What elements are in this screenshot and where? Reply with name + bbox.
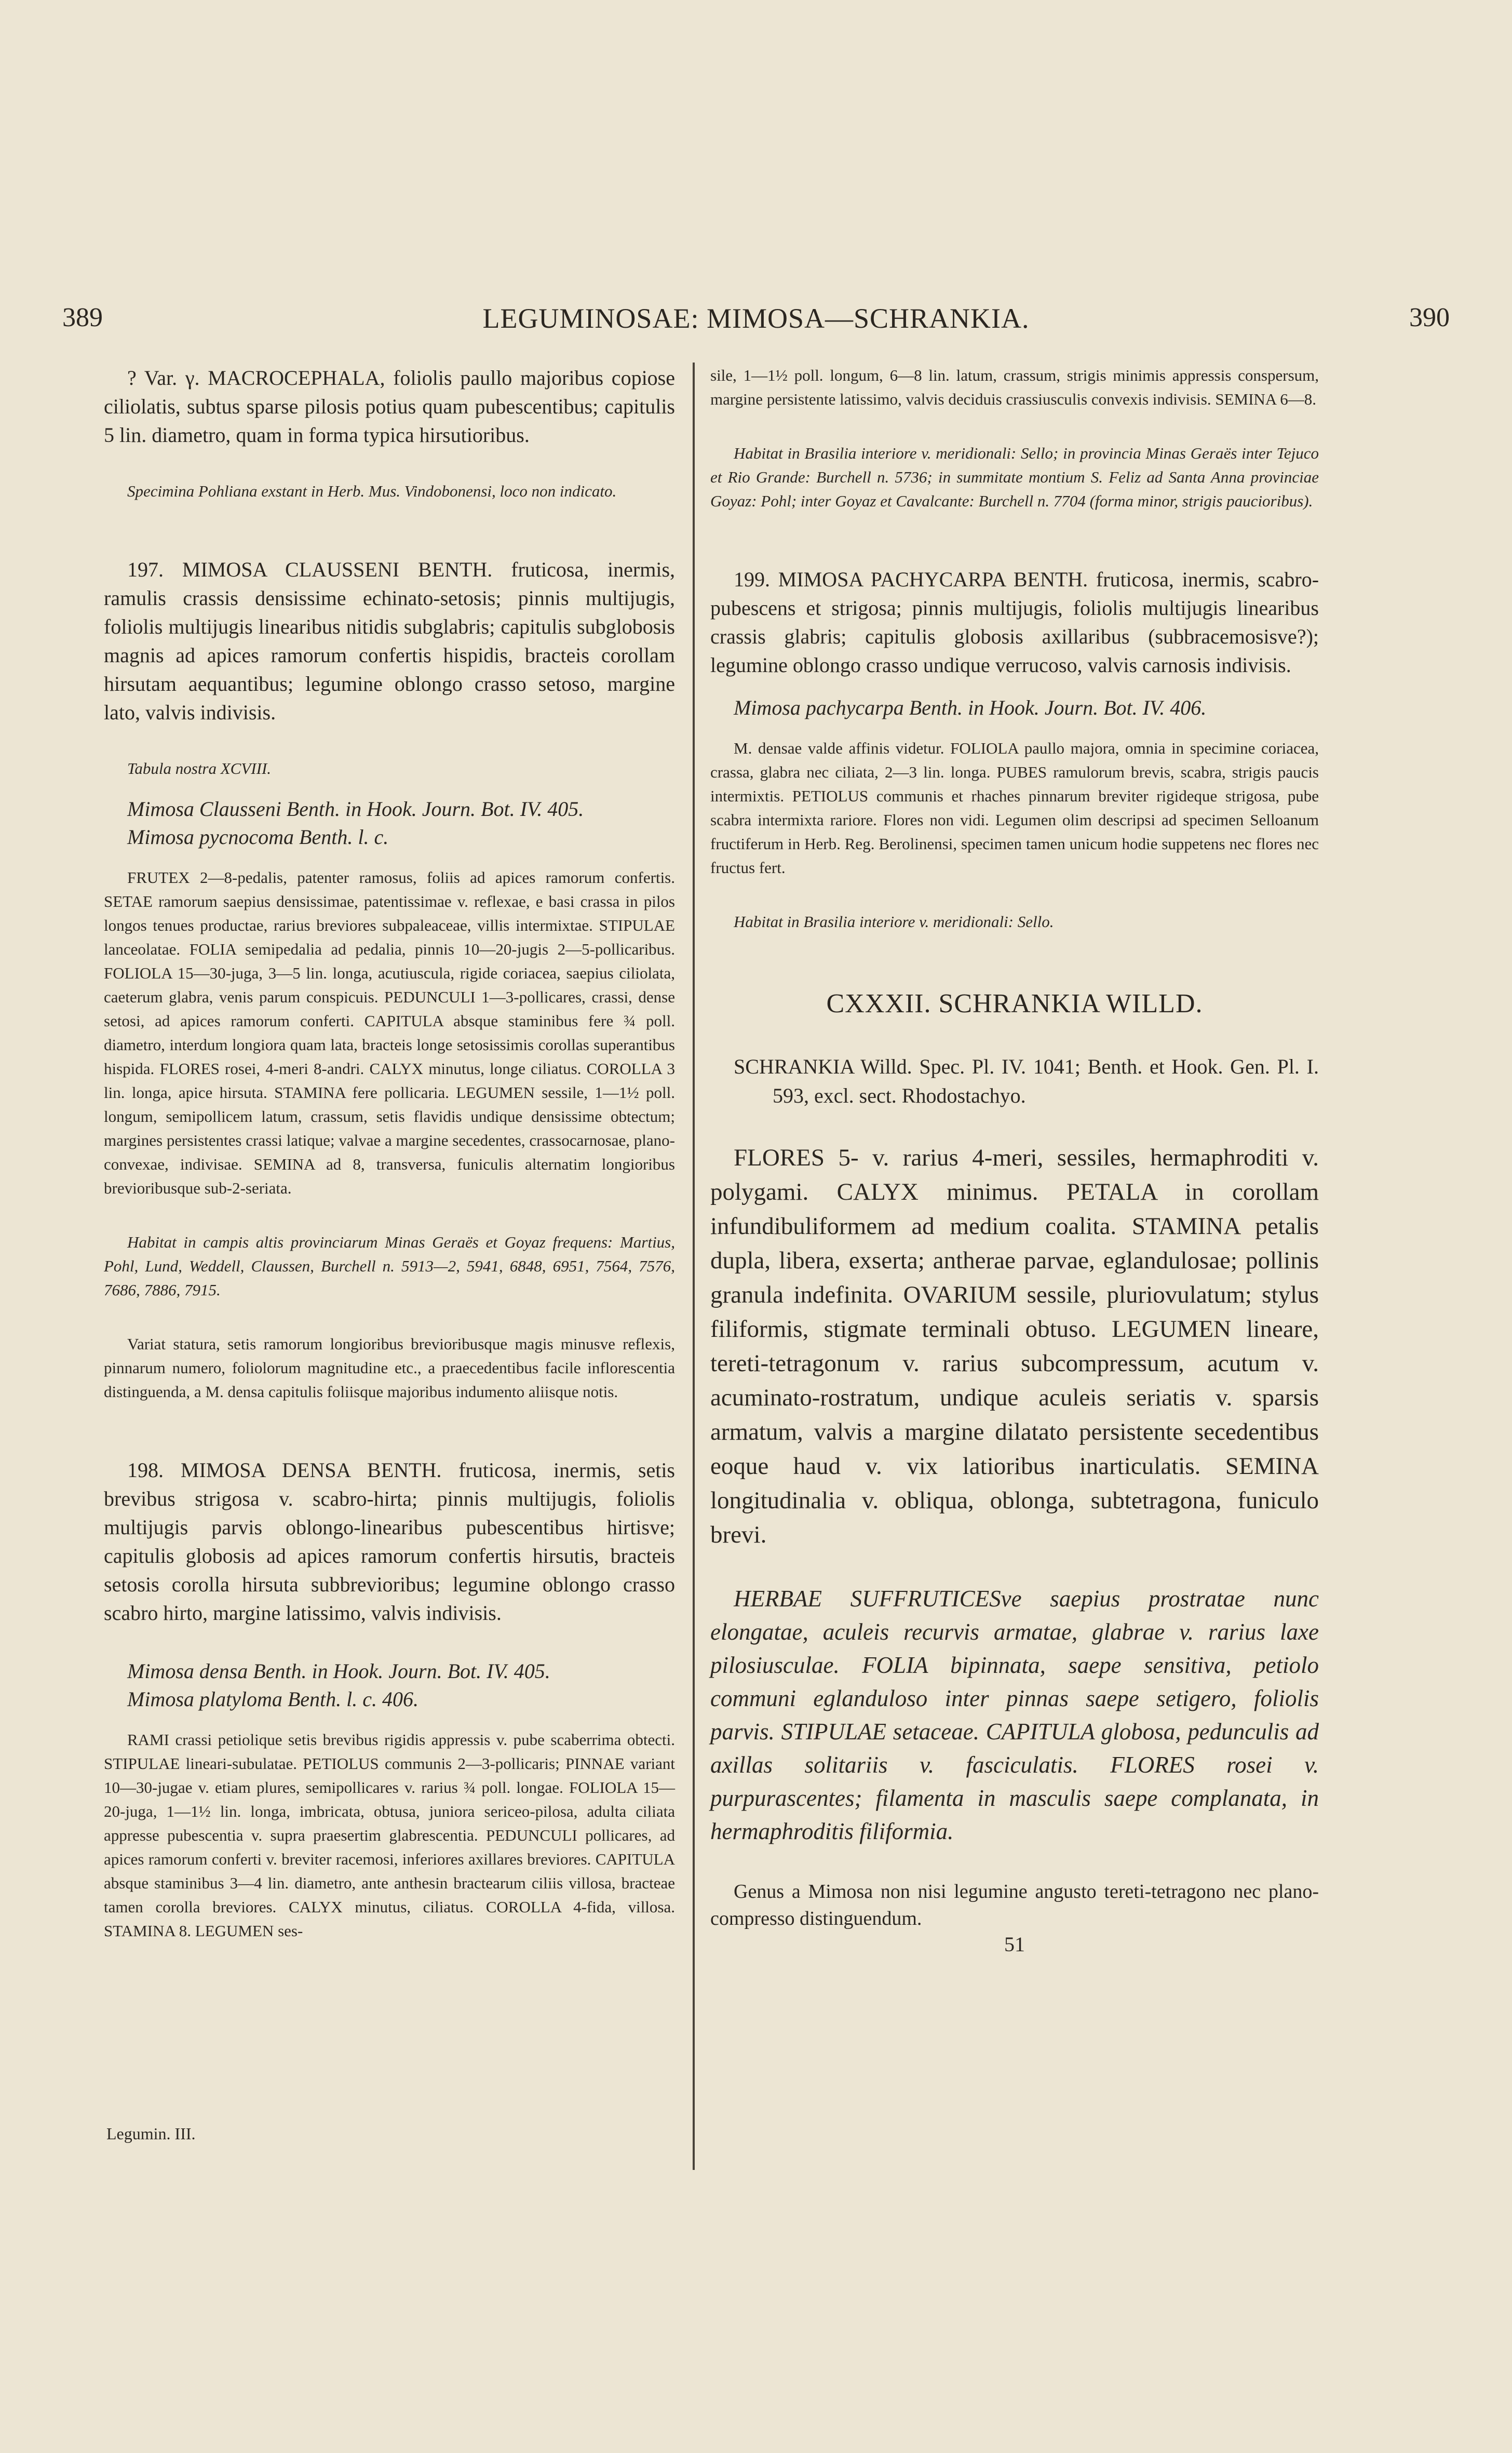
species-197-synonym-1: Mimosa Clausseni Benth. in Hook. Journ. Bot. IV. 405.	[127, 797, 584, 821]
genus-note: Genus a Mimosa non nisi legumine angusto tereti-tetragono nec plano-compresso distinguendum.	[710, 1881, 1319, 1929]
species-199-heading: 199. MIMOSA PACHYCARPA BENTH.	[734, 568, 1088, 591]
column-rule	[693, 363, 695, 2170]
species-197-diagnosis: fruticosa, inermis, ramulis crassis densissime echinato-setosis; pinnis multijugis, foliolis multijugis linearibus nitidis subglabris; capitulis subglobosis magnis ad apices ramorum confertis hispidis, bracteis corollam hirsutam aequantibus; legumine oblongo crasso setoso, margine lato, valvis indivisis.	[104, 558, 676, 724]
genus-habit: HERBAE SUFFRUTICESve saepius prostratae nunc elongatae, aculeis recurvis armatae, glabrae v. rarius laxe pilosiusculae. FOLIA bipinnata, saepe sensitiva, petiolo communi eglanduloso inter pinnas saepe setigero, foliolis parvis. STIPULAE setaceae. CAPITULA globosa, pedunculis ad axillas solitariis v. fasciculatis. FLORES rosei v. purpurascentes; filamenta in masculis saepe complanata, in hermaphroditis filiformia.	[710, 1586, 1319, 1844]
left-column	[104, 364, 675, 1943]
species-198	[104, 1456, 675, 1627]
species-199-diagnosis: fruticosa, inermis, scabro-pubescens et strigosa; pinnis multijugis, foliolis multijugis linearibus crassis glabris; capitulis globosis axillaribus (subbracemosisve?); legumine oblongo crasso undique verrucoso, valvis carnosis indivisis.	[710, 568, 1319, 677]
page-header	[62, 302, 1450, 344]
genus-description: FLORES 5- v. rarius 4-meri, sessiles, hermaphroditi v. polygami. CALYX minimus. PETALA in corollam infundibuliformem ad medium coalita. STAMINA petalis dupla, libera, exserta; antherae parvae, eglandulosae; pollinis granula indefinita. OVARIUM sessile, pluriovulatum; stylus filiformis, stigmate terminali obtuso. LEGUMEN lineare, tereti-tetragonum v. rarius subcompressum, acutum v. acuminato-rostratum, undique aculeis seriatis v. sparsis armatum, valvis a margine dilatato persistente secedentibus eoque haud v. vix latioribus inarticulatis. SEMINA longitudinalia v. obliqua, oblonga, subtetragona, funiculo brevi.	[710, 1144, 1319, 1548]
species-197	[104, 555, 675, 727]
signature-mark: Legumin. III.	[106, 2124, 196, 2143]
species-197-description: FRUTEX 2—8-pedalis, patenter ramosus, foliis ad apices ramorum confertis. SETAE ramorum saepius densissimae, patentissimae v. reflexae, e basi crassa in pilos longos tenues productae, rarius breviores subpaleaceae, villis intermixtae. STIPULAE lanceolatae. FOLIA semipedalia ad pedalia, pinnis 10—20-jugis 2—5-pollicaribus. FOLIOLA 15—30-juga, 3—5 lin. longa, acutiuscula, rigide coriacea, saepius ciliolata, caeterum glabra, venis parum conspicuis. PEDUNCULI 1—3-pollicares, crassi, dense setosi, ad apices ramorum conferti. CAPITULA absque staminibus fere ¾ poll. diametro, interdum longiora quam lata, bracteis longe setosissimis corollas superantibus hispida. FLORES rosei, 4-meri 8-andri. CALYX minutus, longe ciliatus. COROLLA 3 lin. longa, apice hirsuta. STAMINA fere pollicaria. LEGUMEN sessile, 1—1½ poll. longum, semipollicem latum, crassum, setis flavidis undique densissime obtectum; margines persistentes crassi latique; valvae a margine secedentes, crassocarnosae, plano-convexae, indivisae. SEMINA ad 8, transversa, funiculis alternatim longioribus brevioribusque sub-2-seriata.	[104, 868, 675, 1197]
page-number-left: 389	[62, 303, 103, 332]
species-198-description: RAMI crassi petiolique setis brevibus rigidis appressis v. pube scaberrima obtecti. STIPULAE lineari-subulatae. PETIOLUS communis 2—3-pollicaris; PINNAE variant 10—30-jugae v. etiam plures, semipollicares v. rarius ¾ poll. longae. FOLIOLA 15—20-juga, 1—1½ lin. longa, imbricata, obtusa, juniora sericeo-pilosa, adulta ciliata appresse pubescentia v. supra praesertim glabrescentia. PEDUNCULI pollicares, ad apices ramorum conferti v. breviter racemosi, inferiores axillares breviores. CAPITULA absque staminibus 3—4 lin. diametro, ante anthesin bractearum ciliis villosa, bracteae tamen corolla breviores. CALYX minutus, ciliatus. COROLLA 4-fida, villosa. STAMINA 8. LEGUMEN ses-	[104, 1731, 675, 1940]
species-197-plate: Tabula nostra XCVIII.	[127, 759, 272, 778]
variety-note: Specimina Pohliana exstant in Herb. Mus. Vindobonensi, loco non indicato.	[127, 482, 617, 500]
species-198-continuation: sile, 1—1½ poll. longum, 6—8 lin. latum, crassum, strigis minimis appressis conspersum, margine persistente latissimo, valvis deciduis crassiusculis convexis indivisis. SEMINA 6—8.	[710, 366, 1319, 408]
genus-reference: SCHRANKIA Willd. Spec. Pl. IV. 1041; Benth. et Hook. Gen. Pl. I. 593, excl. sect. Rhodostachyo.	[734, 1055, 1319, 1107]
genus-title: CXXXII. SCHRANKIA WILLD.	[826, 989, 1203, 1018]
running-title: LEGUMINOSAE: MIMOSA—SCHRANKIA.	[482, 303, 1030, 334]
variety-gamma: ? Var. γ. MACROCEPHALA, foliolis paullo majoribus copiose ciliolatis, subtus sparse pilosis potius quam pubescentibus; capitulis 5 lin. diametro, quam in forma typica hirsutioribus.	[104, 366, 675, 447]
species-199-description: M. densae valde affinis videtur. FOLIOLA paullo majora, omnia in specimine coriacea, crassa, glabra nec ciliata, 2—3 lin. longa. PUBES ramulorum brevis, scabra, strigis paucis intermixtis. PETIOLUS communis et rhaches pinnarum breviter rigideque strigosa, pube scabra intermixta rariore. Flores non vidi. Legumen olim descripsi ad specimen Selloanum fructiferum in Herb. Reg. Berolinensi, specimen tamen unicum hodie suppetens nec flores nec fructus fert.	[710, 739, 1319, 877]
page-number-right: 390	[1409, 303, 1450, 332]
species-197-variation: Variat statura, setis ramorum longioribus brevioribusque magis minusve reflexis, pinnarum numero, foliolorum magnitudine etc., a praecedentibus facile inflorescentia distinguenda, a M. densa capitulis foliisque majoribus indumento aliisque notis.	[104, 1335, 675, 1401]
species-198-synonym-2: Mimosa platyloma Benth. l. c. 406.	[127, 1687, 419, 1711]
species-198-diagnosis: fruticosa, inermis, setis brevibus strigosa v. scabro-hirta; pinnis multijugis, foliolis multijugis parvis oblongo-linearibus pubescentibus hirtisve; capitulis globosis ad apices ramorum confertis hirsutis, bracteis setosis corolla hirsuta subbrevioribus; legumine oblongo crasso scabro hirto, margine latissimo, valvis indivisis.	[104, 1458, 675, 1625]
sheet-number: 51	[1004, 1933, 1025, 1956]
right-column	[710, 364, 1319, 1956]
species-197-heading: 197. MIMOSA CLAUSSENI BENTH.	[127, 558, 493, 581]
species-198-synonym-1: Mimosa densa Benth. in Hook. Journ. Bot. IV. 405.	[127, 1659, 550, 1683]
species-197-synonym-2: Mimosa pycnocoma Benth. l. c.	[127, 825, 389, 849]
species-198-heading: 198. MIMOSA DENSA BENTH.	[127, 1458, 442, 1482]
species-197-habitat: Habitat in campis altis provinciarum Minas Geraës et Goyaz frequens: Martius, Pohl, Lund, Weddell, Claussen, Burchell n. 5913—2, 5941, 6848, 6951, 7564, 7576, 7686, 7886, 7915.	[104, 1233, 675, 1299]
species-199-synonym: Mimosa pachycarpa Benth. in Hook. Journ. Bot. IV. 406.	[734, 696, 1207, 719]
species-198-habitat: Habitat in Brasilia interiore v. meridionali: Sello; in provincia Minas Geraës inter Tejuco et Rio Grande: Burchell n. 5736; in summitate montium S. Feliz ad Santa Anna provinciae Goyaz: Pohl; inter Goyaz et Cavalcante: Burchell n. 7704 (forma minor, strigis paucioribus).	[710, 444, 1319, 510]
species-199-habitat: Habitat in Brasilia interiore v. meridionali: Sello.	[734, 913, 1054, 931]
species-199	[710, 565, 1319, 679]
